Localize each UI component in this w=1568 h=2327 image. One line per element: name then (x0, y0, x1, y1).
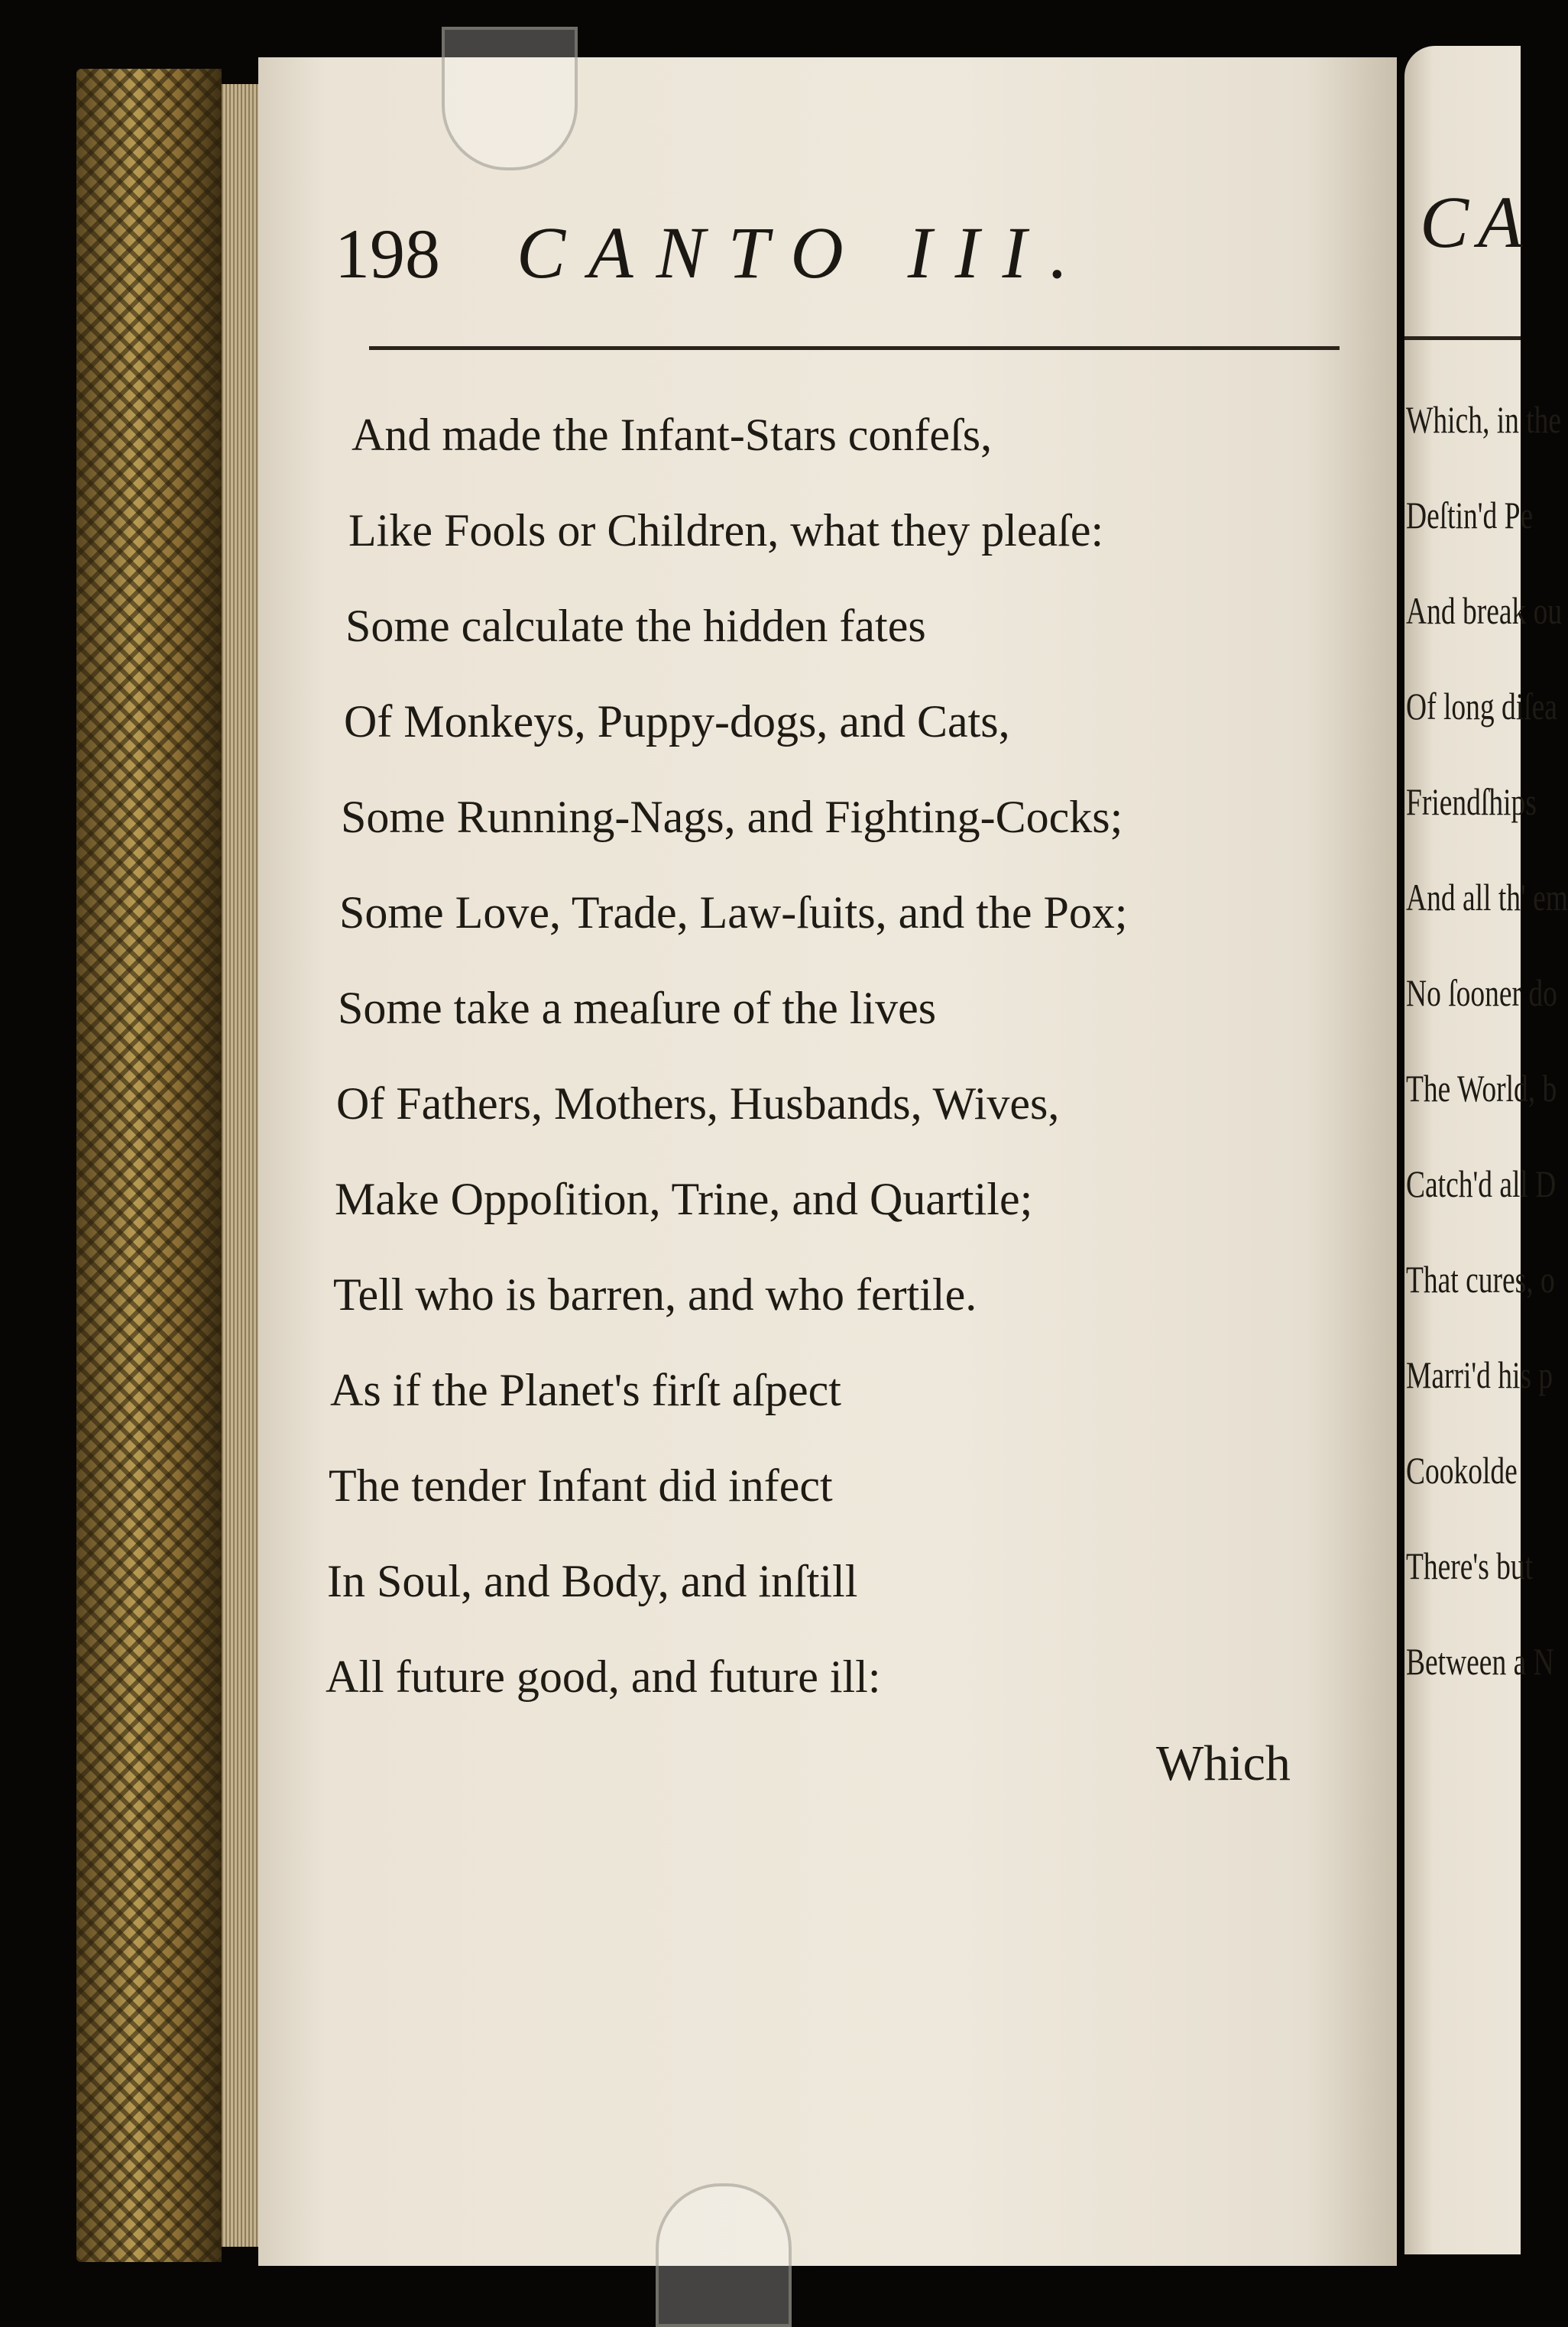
page-number: 198 (335, 215, 440, 293)
book-binding (76, 69, 222, 2262)
facing-line: Deſtin'd Pe (1406, 494, 1534, 536)
facing-line: No ſooner do (1406, 971, 1557, 1014)
facing-line: There's but (1406, 1544, 1534, 1587)
facing-line: Catch'd all D (1406, 1162, 1557, 1205)
verse-line: Some Love, Trade, Law-ſuits, and the Pox; (339, 887, 1128, 938)
verse-line: Like Fools or Children, what they pleaſe: (348, 505, 1104, 556)
page-edges (222, 84, 260, 2247)
facing-page (1404, 46, 1568, 2254)
facing-line: The World, b (1406, 1067, 1557, 1110)
page-header (335, 210, 1091, 295)
verse-line: As if the Planet's firſt aſpect (330, 1365, 841, 1415)
facing-line: And all th' em (1406, 876, 1568, 919)
verse-line: Of Fathers, Mothers, Husbands, Wives, (336, 1078, 1060, 1129)
running-head: CANTO III. (517, 212, 1091, 293)
facing-line: That cures, o (1406, 1258, 1555, 1301)
verse-line: Make Oppoſition, Trine, and Quartile; (335, 1174, 1033, 1224)
facing-line: Of long diſea (1406, 685, 1557, 728)
verse-line: Some Running-Nags, and Fighting-Cocks; (341, 792, 1123, 842)
verse-line: Some take a meaſure of the lives (338, 983, 937, 1033)
page-clip-top (442, 27, 578, 170)
facing-line: And break ou (1406, 589, 1563, 632)
facing-line: Friendſhips (1406, 780, 1537, 823)
verse-line: Some calculate the hidden fates (345, 601, 926, 651)
header-rule (369, 346, 1340, 350)
page-clip-bottom (656, 2183, 792, 2327)
facing-line: Between a N (1406, 1640, 1554, 1683)
verse-line: In Soul, and Body, and inſtill (327, 1556, 858, 1606)
book-page (258, 57, 1397, 2266)
facing-line: Cookolde (1406, 1449, 1518, 1492)
facing-header-rule (1404, 336, 1521, 340)
facing-running-head: CA (1420, 181, 1532, 263)
verse-line: Of Monkeys, Puppy-dogs, and Cats, (344, 696, 1010, 747)
verse-line: The tender Infant did infect (329, 1460, 833, 1511)
facing-line: Marri'd his p (1406, 1353, 1553, 1396)
verse-line: Tell who is barren, and who fertile. (333, 1269, 977, 1320)
verse-line: And made the Infant-Stars confeſs, (352, 410, 993, 460)
facing-line: Which, in the (1406, 398, 1562, 441)
verse-line: All future good, and future ill: (326, 1651, 881, 1702)
catchword: Which (1156, 1736, 1291, 1791)
